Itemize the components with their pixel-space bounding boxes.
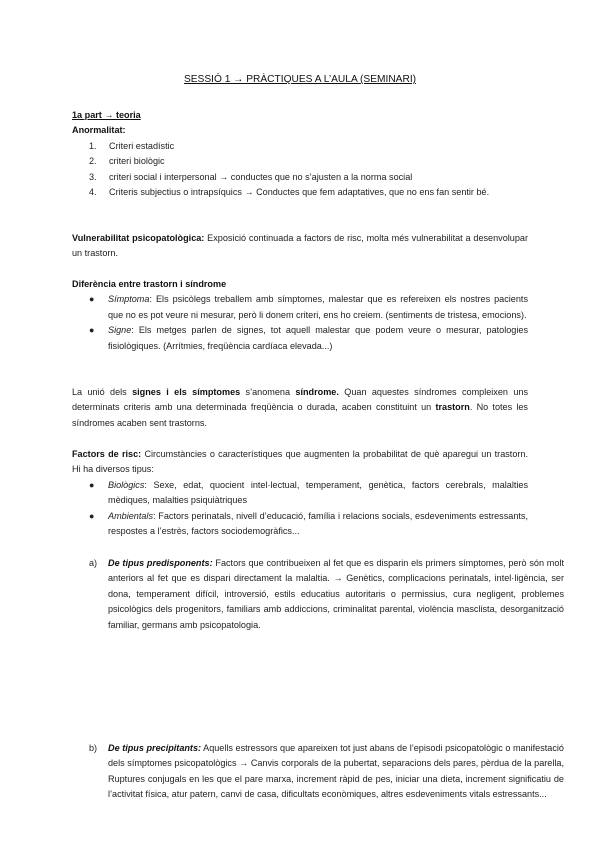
list-item: ● Símptoma: Els psicòlegs treballem amb símptomes, malestar que es refereixen els nostres pacients que no es pot veure ni mesurar, però li donem criteri, ens ho creiem. (sentiments de tristesa, emocions). (89, 294, 528, 320)
diferencia-heading: Diferència entre trastorn i síndrome (72, 279, 227, 289)
factor-type-predisponents: a) De tipus predisponents: Factors que contribueixen al fet que es disparin els primers símptomes, però són molt anteriors al fet que es dispari directament la malaltia. → Genètics, complicacions perinatals, intel·ligència, ser dona, temperament difícil, introversió, estils educatius autoritaris o permissius, cura negligent, problemes psicològics dels progenitors, familiars amb addiccions, criminalitat parental, violència masclista, desorganització familiar, germans amb psicopatologia. (89, 558, 564, 630)
list-item: ● Ambientals: Factors perinatals, nivell d’educació, família i relacions socials, esdeveniments estressants, respostes a l’estrès, factors sociodemogràfics... (89, 510, 528, 537)
list-item: ● Signe: Els metges parlen de signes, tot aquell malestar que podem veure o mesurar, patologies fisiològiques. (Arrítmies, freqüència cardíaca elevada...) (89, 325, 528, 351)
paragraph-unio: La unió dels signes i els símptomes s’anomena síndrome. Quan aquestes síndromes compleixen uns determinats criteris amb una determinada freqüència o durada, acaben constituint un trastorn. No totes les síndromes acaben sent trastorns. (72, 387, 528, 428)
anormalitat-label: Anormalitat: (72, 125, 126, 136)
factor-type-precipitants: b) De tipus precipitants: Aquells estressors que apareixen tot just abans de l’episodi psicopatològic o manifestació dels símptomes psicopatològics → Canvis corporals de la pubertat, separacions dels pares, pèrdua de la parella, Ruptures conjugals en les que el pare marxa, increment ràpid de pes, iniciar una dieta, increment significatiu de l’activitat física, atur patern, canvi de casa, dificultats econòmiques, altres esdeveniments vitals estressants... (89, 743, 564, 800)
factors-list (72, 478, 528, 540)
list-item: 2. criteri biològic (89, 156, 165, 167)
paragraph-factors: Factors de risc: Circumstàncies o característiques que augmenten la probabilitat de què aparegui un trastorn. Hi ha diversos tipus: ● Biològics: Sexe, edat, quocient intel·lectual, temperament, genètica, factors cerebrals, malalties mèdiques, malalties psiquiàtriques ● Ambientals: Factors perinatals, nivell d’educació, família i relacions socials, esdeveniments estressants, respostes a l’estrès, factors sociodemogràfics... (72, 447, 528, 539)
section-heading-theory: 1a part → teoria (72, 110, 141, 120)
section-theory (72, 108, 528, 200)
diferencia-list (72, 292, 528, 354)
list-item: ● Biològics: Sexe, edat, quocient intel·lectual, temperament, genètica, factors cerebrals, malalties mèdiques, malalties psiquiàtriques (89, 479, 528, 506)
list-item: 1. Criteri estadístic (89, 140, 175, 151)
paragraph-vulnerabilitat: Vulnerabilitat psicopatològica: Exposició continuada a factors de risc, molta més vulnerabilitat a desenvolupar un trastorn. (72, 233, 528, 259)
page-title: SESSIÓ 1 → PRÀCTIQUES A L’AULA (SEMINARI) (183, 74, 417, 85)
list-item: 4. Criteris subjectius o intrapsíquics → Conductes que fem adaptatives, que no ens fan sentir bé. (89, 187, 490, 198)
section-diferencia (72, 277, 528, 354)
list-item: 3. criteri social i interpersonal → conductes que no s’ajusten a la norma social (89, 171, 413, 182)
criteria-list (89, 139, 528, 201)
